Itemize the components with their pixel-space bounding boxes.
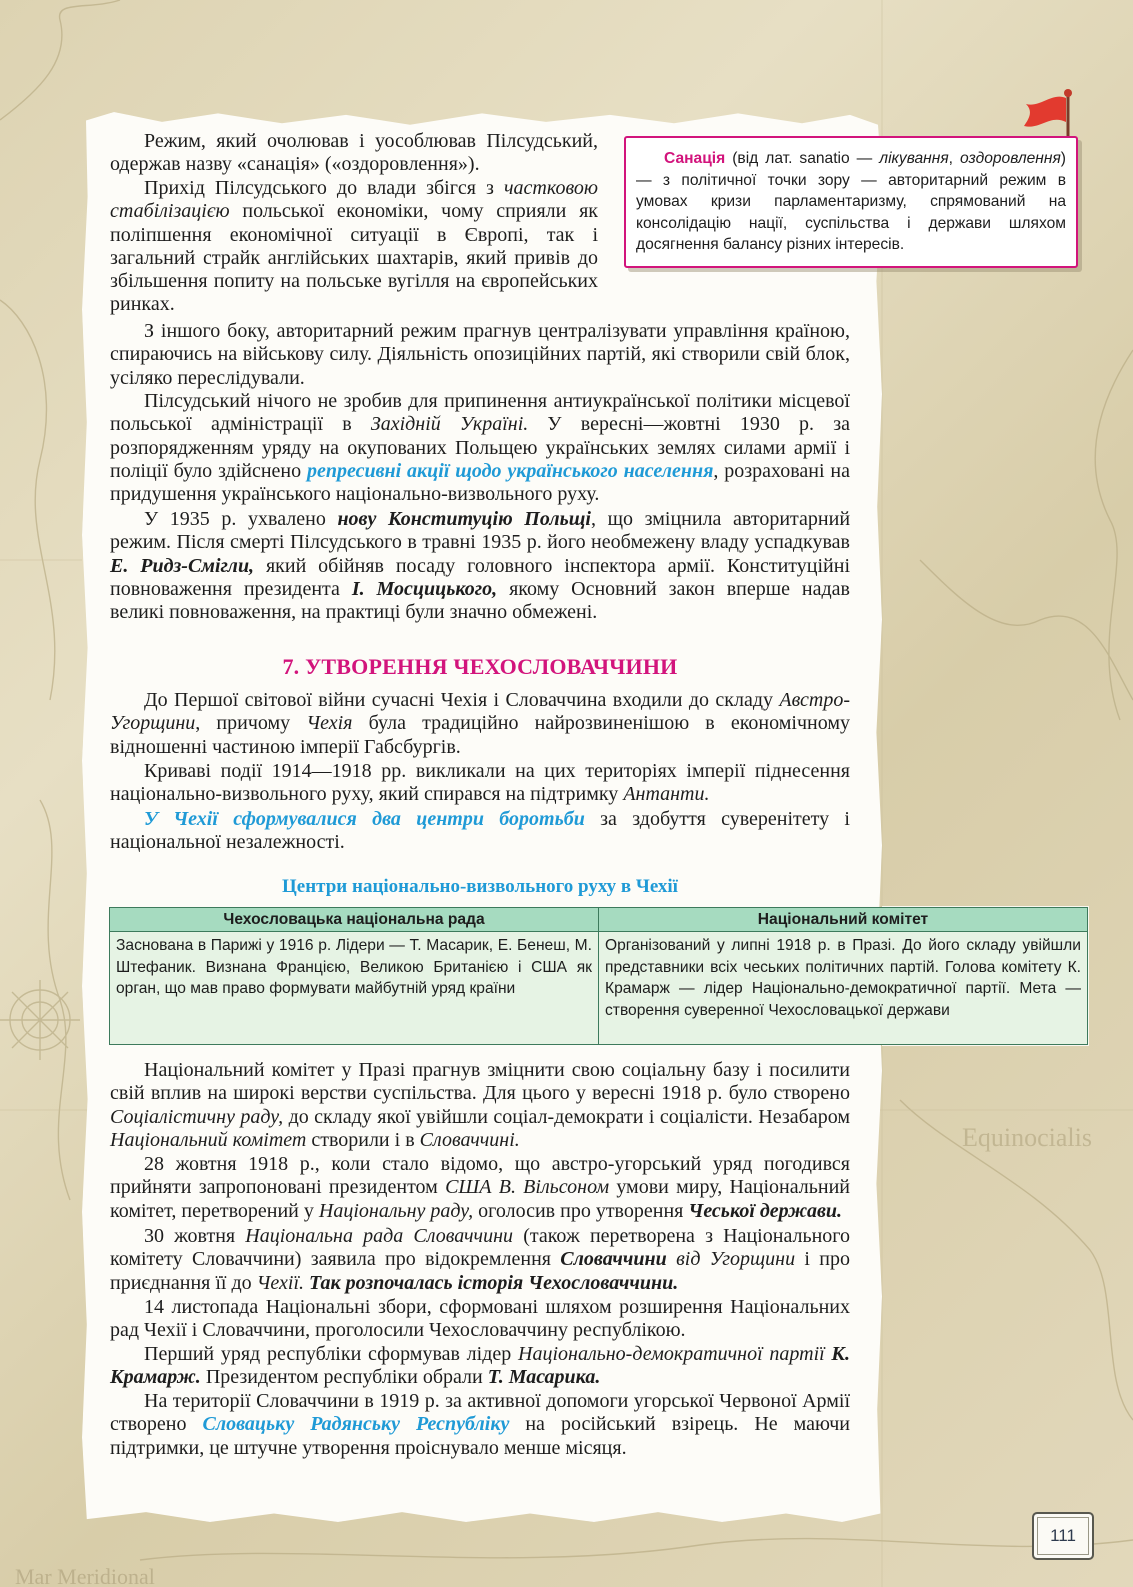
table-header-committee: Національний комітет [599, 908, 1088, 932]
paragraph-italic: Чехії. [256, 1271, 305, 1294]
table-header-council: Чехословацька національна рада [110, 908, 599, 932]
paragraph-text: У вересні—жовтні 1930 р. за розпорядженням уряду на окупованих Польщею українських землях силами армії і поліції було здійснено [110, 413, 850, 482]
map-label-meridional: Mar Meridional [15, 1564, 155, 1587]
definition-part: , [948, 150, 960, 167]
paragraph-text: польської економіки, чому сприяли як поліпшення економічної ситуації в Європі, так і загальний страйк англійських шахтарів, який привів до збільшення попиту на польське вугілля на європейських ринках. [110, 200, 598, 316]
paragraph-text: на російський взірець. Не маючи підтримки, це штучне утворення проіснувало менше місяця. [110, 1413, 850, 1459]
paragraph-text: З іншого боку, авторитарний режим прагнув централізувати управління країною, спираючись на військову силу. Діяльність опозиційних партій, які створили свій блок, усіляко переслідували. [110, 320, 850, 389]
paragraph-text: Національний комітет у Празі прагнув зміцнити свою соціальну базу і посилити свій вплив на широкі верстви суспільства. Для цього у вересні 1918 р. було створено [110, 1059, 850, 1105]
paragraph-text: за здобуття суверенітету і національної незалежності. [110, 808, 850, 854]
paragraph-text: У 1935 р. ухвалено [144, 508, 338, 530]
paragraph-text: Президентом республіки обрали [200, 1366, 488, 1389]
paragraph-text: 30 жовтня [144, 1225, 246, 1247]
highlighted-phrase: Словацьку Радянську Республіку [202, 1413, 510, 1436]
paragraph-italic: Антанти. [623, 783, 710, 806]
paragraph-italic: від Угорщини [666, 1248, 796, 1271]
paragraph-italic: США В. Вільсоном [445, 1176, 610, 1199]
definition-italic: оздоровлення [960, 150, 1061, 167]
bold-italic-phrase: Так розпочалась історія Чехословаччини. [304, 1271, 679, 1294]
paragraph-5 [110, 508, 850, 624]
paragraph-8 [110, 808, 850, 855]
map-label-equinocialis: Equinocialis [962, 1123, 1092, 1152]
paragraph-text: Прихід Пілсудського до влади збігся з [144, 177, 505, 199]
paragraph-text: Пілсудський нічого не зробив для припинення антиукраїнської політики місцевої польської адміністрації в [110, 390, 850, 436]
table-header-row [110, 908, 1088, 932]
paragraph-text: який обійняв посаду головного інспектора армії. Конституційні повноваження президента [110, 554, 850, 600]
paragraph-text: умови миру, Національний комітет, перетворений у [110, 1176, 850, 1222]
paragraph-text: На території Словаччини в 1919 р. за активної допомоги угорської Червоної Армії створено [110, 1390, 850, 1436]
paragraph-italic: Чехія [306, 712, 353, 735]
paragraph-text: 14 листопада Національні збори, сформовані шляхом розширення Національних рад Чехії і Словаччини, проголосили Чехословаччину республікою. [110, 1296, 850, 1342]
paragraph-1 [110, 130, 598, 177]
paragraph-text: Перший уряд республіки сформував лідер [144, 1343, 519, 1365]
paragraph-13 [110, 1343, 850, 1390]
highlighted-phrase: репресивні акції щодо українського населення [306, 459, 714, 482]
definition-part: (від лат. sanatio — [725, 150, 880, 167]
page-number: 111 [1032, 1512, 1094, 1560]
table-title: Центри національно-визвольного руху в Чехії [282, 876, 678, 897]
paragraph-text: була традиційно найрозвиненішою в економічному відношенні частиною імперії Габсбургів. [110, 712, 851, 758]
definition-italic: лікування [879, 150, 949, 167]
bold-italic-phrase: І. Мосцицького, [351, 577, 498, 600]
table-cell-committee: Організований у липні 1918 р. в Празі. До його складу увійшли представники всіх чеських політичних партій. Голова комітету К. Крамарж — лідер Національно-демократичної партії. Мета — створення суверенної Чехословацької держави [599, 932, 1088, 1045]
paragraph-italic: Національну раду, [318, 1199, 474, 1222]
bold-italic-phrase: Е. Ридз-Смігли, [110, 554, 255, 577]
centers-table [109, 907, 1088, 1045]
paragraph-italic: Австро-Угорщини [110, 689, 850, 735]
bold-italic-phrase: Словаччини [560, 1248, 667, 1271]
paragraph-italic: Національна рада Словаччини [245, 1225, 514, 1247]
bold-italic-phrase: Т. Масарика. [487, 1366, 601, 1389]
paragraph-10 [110, 1153, 850, 1223]
paragraph-italic: Національно-демократичної партії [518, 1343, 825, 1365]
paragraph-italic: частковою стабілізацією [110, 177, 598, 223]
paragraph-italic: Національний комітет [110, 1128, 307, 1151]
paragraph-text: , причому [195, 712, 307, 735]
paragraph-14 [110, 1390, 850, 1460]
definition-text [636, 148, 1066, 256]
paragraph-text: до складу якої увійшли соціал-демократи і соціалісти. Незабаром [283, 1105, 850, 1128]
paragraph-text: створили і в [306, 1128, 420, 1151]
paragraph-text: і про приєднання її до [110, 1248, 850, 1294]
paragraph-text: Криваві події 1914—1918 рр. викликали на цих територіях імперії піднесення національно-визвольного руху, який спирався на підтримку [110, 760, 850, 806]
paragraph-6 [110, 689, 850, 759]
paragraph-text: До Першої світової війни сучасні Чехія і Словаччина входили до складу [144, 689, 780, 711]
definition-part: ) — з політичної точки зору — авторитарний режим в умовах кризи парламентаризму, спрямований на консолідацію нації, суспільства і держави шляхом досягнення балансу різних інтересів. [636, 150, 1066, 254]
paragraph-italic: Словаччині. [419, 1128, 520, 1151]
paragraph-12 [110, 1296, 850, 1343]
definition-term: Санація [664, 150, 726, 167]
paragraph-text: якому Основний закон вперше надав великі повноваження, на практиці були значно обмежені. [110, 577, 850, 624]
bold-italic-phrase: нову Конституцію Польщі [337, 508, 591, 530]
bold-italic-phrase: Чеської держави. [688, 1199, 843, 1222]
bold-italic-phrase: К. Крамарж. [110, 1343, 850, 1389]
paragraph-text: 28 жовтня 1918 р., коли стало відомо, що австро-угорський уряд погодився прийняти запропоновані президентом [110, 1153, 850, 1199]
paragraph-text: , розраховані на придушення українського національно-визвольного руху. [110, 459, 850, 506]
paragraph-text: Режим, який очолював і уособлював Пілсудський, одержав назву «санація» («оздоровлення»). [110, 130, 598, 176]
highlighted-phrase: У Чехії сформувалися два центри боротьби [144, 808, 585, 830]
definition-box [624, 136, 1078, 268]
paragraph-text: , що зміцнила авторитарний режим. Після смерті Пілсудського в травні 1935 р. його необмежену владу успадкував [110, 508, 851, 554]
paragraph-italic: Західній Україні. [370, 413, 529, 436]
paragraph-text: (також перетворена з Національного комітету Словаччини) заявила про відокремлення [110, 1225, 851, 1271]
paragraph-italic: Соціалістичну раду, [110, 1105, 284, 1128]
paragraph-3 [110, 320, 850, 390]
paragraph-9 [110, 1059, 850, 1152]
paragraph-11 [110, 1225, 850, 1295]
paragraph-7 [110, 760, 850, 807]
table-row [110, 932, 1088, 1045]
section-heading: 7. УТВОРЕННЯ ЧЕХОСЛОВАЧЧИНИ [282, 654, 678, 679]
paragraph-4 [110, 390, 850, 506]
paragraph-text: оголосив про утворення [473, 1199, 689, 1222]
paragraph-2 [110, 177, 598, 317]
table-cell-council: Заснована в Парижі у 1916 р. Лідери — Т. Масарик, Е. Бенеш, М. Штефаник. Визнана Францією, Великою Британією і США як орган, що мав право формувати майбутній уряд країни [110, 932, 599, 1045]
